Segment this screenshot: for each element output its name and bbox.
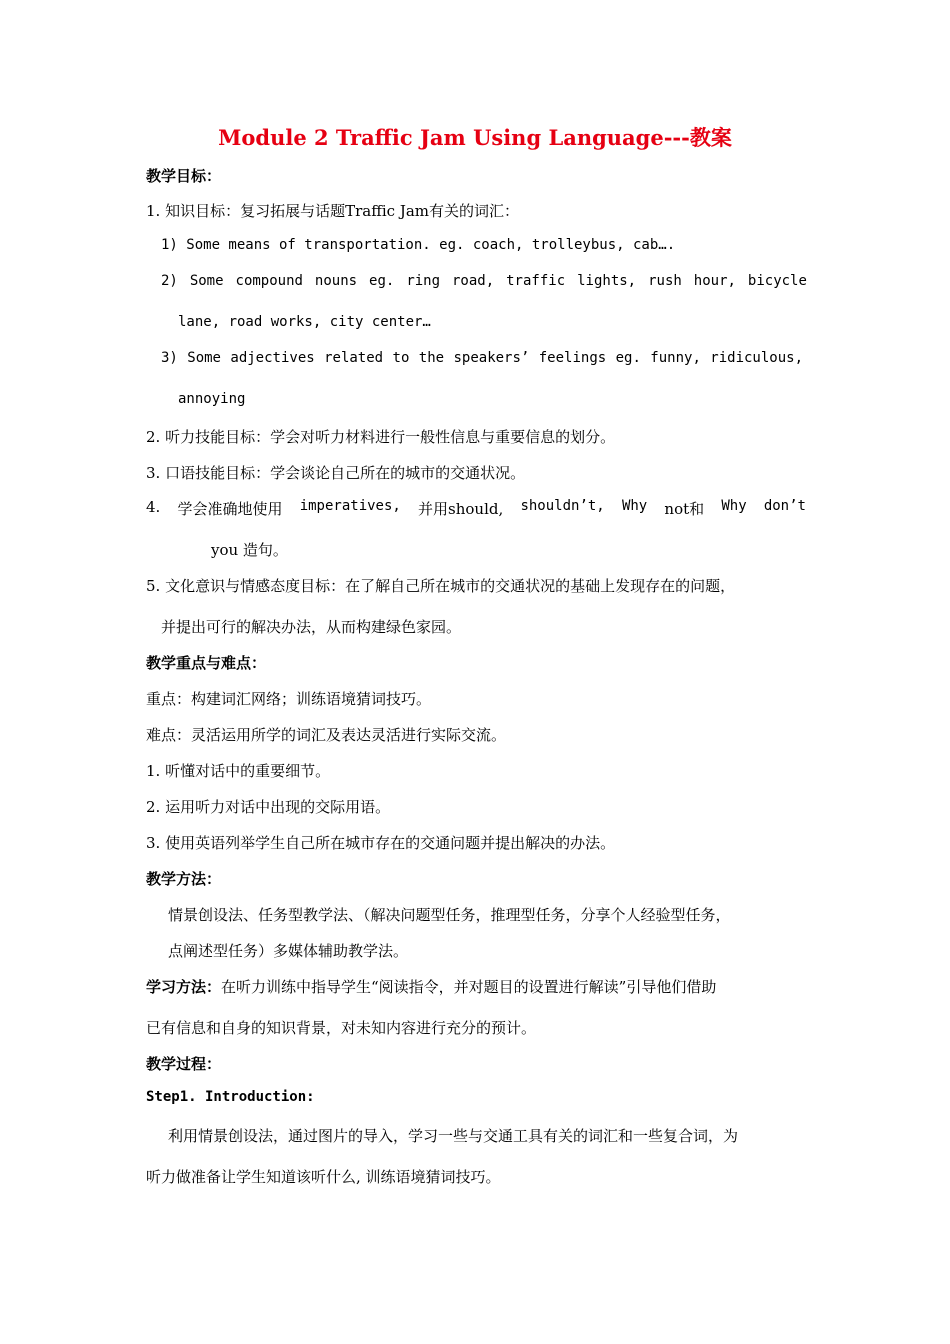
methods-heading: 教学方法： [146, 870, 222, 888]
goal-sub-3-continued: annoying [178, 391, 246, 407]
goal-item-3: 3. 口语技能目标：学会谈论自己所在的城市的交通状况。 [146, 464, 526, 482]
goal-sub-2: 2) Some compound nouns eg. ring road, traffic lights, rush hour, bicycle [161, 273, 807, 289]
step1-heading: Step1. Introduction: [146, 1089, 315, 1105]
goal-item-2: 2. 听力技能目标：学会对听力材料进行一般性信息与重要信息的划分。 [146, 428, 616, 446]
methods-line-2: 点阐述型任务）多媒体辅助教学法。 [168, 942, 409, 960]
goals-heading: 教学目标： [146, 167, 222, 185]
keypoints-focus: 重点：构建词汇网络；训练语境猜词技巧。 [146, 690, 432, 708]
methods-line-1: 情景创设法、任务型教学法、（解决问题型任务，推理型任务，分享个人经验型任务， [168, 906, 731, 924]
goal-item-5: 5. 文化意识与情感态度目标：在了解自己所在城市的交通状况的基础上发现存在的问题， [146, 577, 736, 595]
goal-item-1: 1. 知识目标：复习拓展与话题Traffic Jam有关的词汇： [146, 202, 520, 220]
step1-paragraph-line-2: 听力做准备让学生知道该听什么, 训练语境猜词技巧。 [146, 1168, 501, 1186]
process-heading: 教学过程： [146, 1055, 222, 1073]
learning-label: 学习方法： [146, 978, 222, 996]
step1-paragraph-line-1: 利用情景创设法，通过图片的导入，学习一些与交通工具有关的词汇和一些复合词，为 [168, 1127, 739, 1145]
goal-item-4: 4. 学会准确地使用 imperatives, 并用should, shouldn’t, Why not和 Why don’t [146, 498, 806, 518]
goal-item-4-continued: you 造句。 [211, 541, 288, 559]
goal-item-5-continued: 并提出可行的解决办法，从而构建绿色家园。 [161, 618, 462, 636]
learning-line-2: 已有信息和自身的知识背景，对未知内容进行充分的预计。 [146, 1019, 537, 1037]
keypoint-item-2: 2. 运用听力对话中出现的交际用语。 [146, 798, 391, 816]
goal-sub-2-continued: lane, road works, city center… [178, 314, 431, 330]
keypoints-difficulty: 难点：灵活运用所学的词汇及表达灵活进行实际交流。 [146, 726, 507, 744]
learning-text: 在听力训练中指导学生“阅读指令，并对题目的设置进行解读”引导他们借助 [221, 978, 717, 996]
keypoint-item-1: 1. 听懂对话中的重要细节。 [146, 762, 331, 780]
learning-methods [146, 976, 716, 997]
goal-sub-3: 3) Some adjectives related to the speakers’ feelings eg. funny, ridiculous, [161, 350, 803, 366]
goal-sub-1: 1) Some means of transportation. eg. coach, trolleybus, cab…. [161, 237, 676, 253]
keypoints-heading: 教学重点与难点： [146, 654, 267, 672]
document-title: Module 2 Traffic Jam Using Language---教案 [218, 125, 732, 150]
keypoint-item-3: 3. 使用英语列举学生自己所在城市存在的交通问题并提出解决的办法。 [146, 834, 616, 852]
